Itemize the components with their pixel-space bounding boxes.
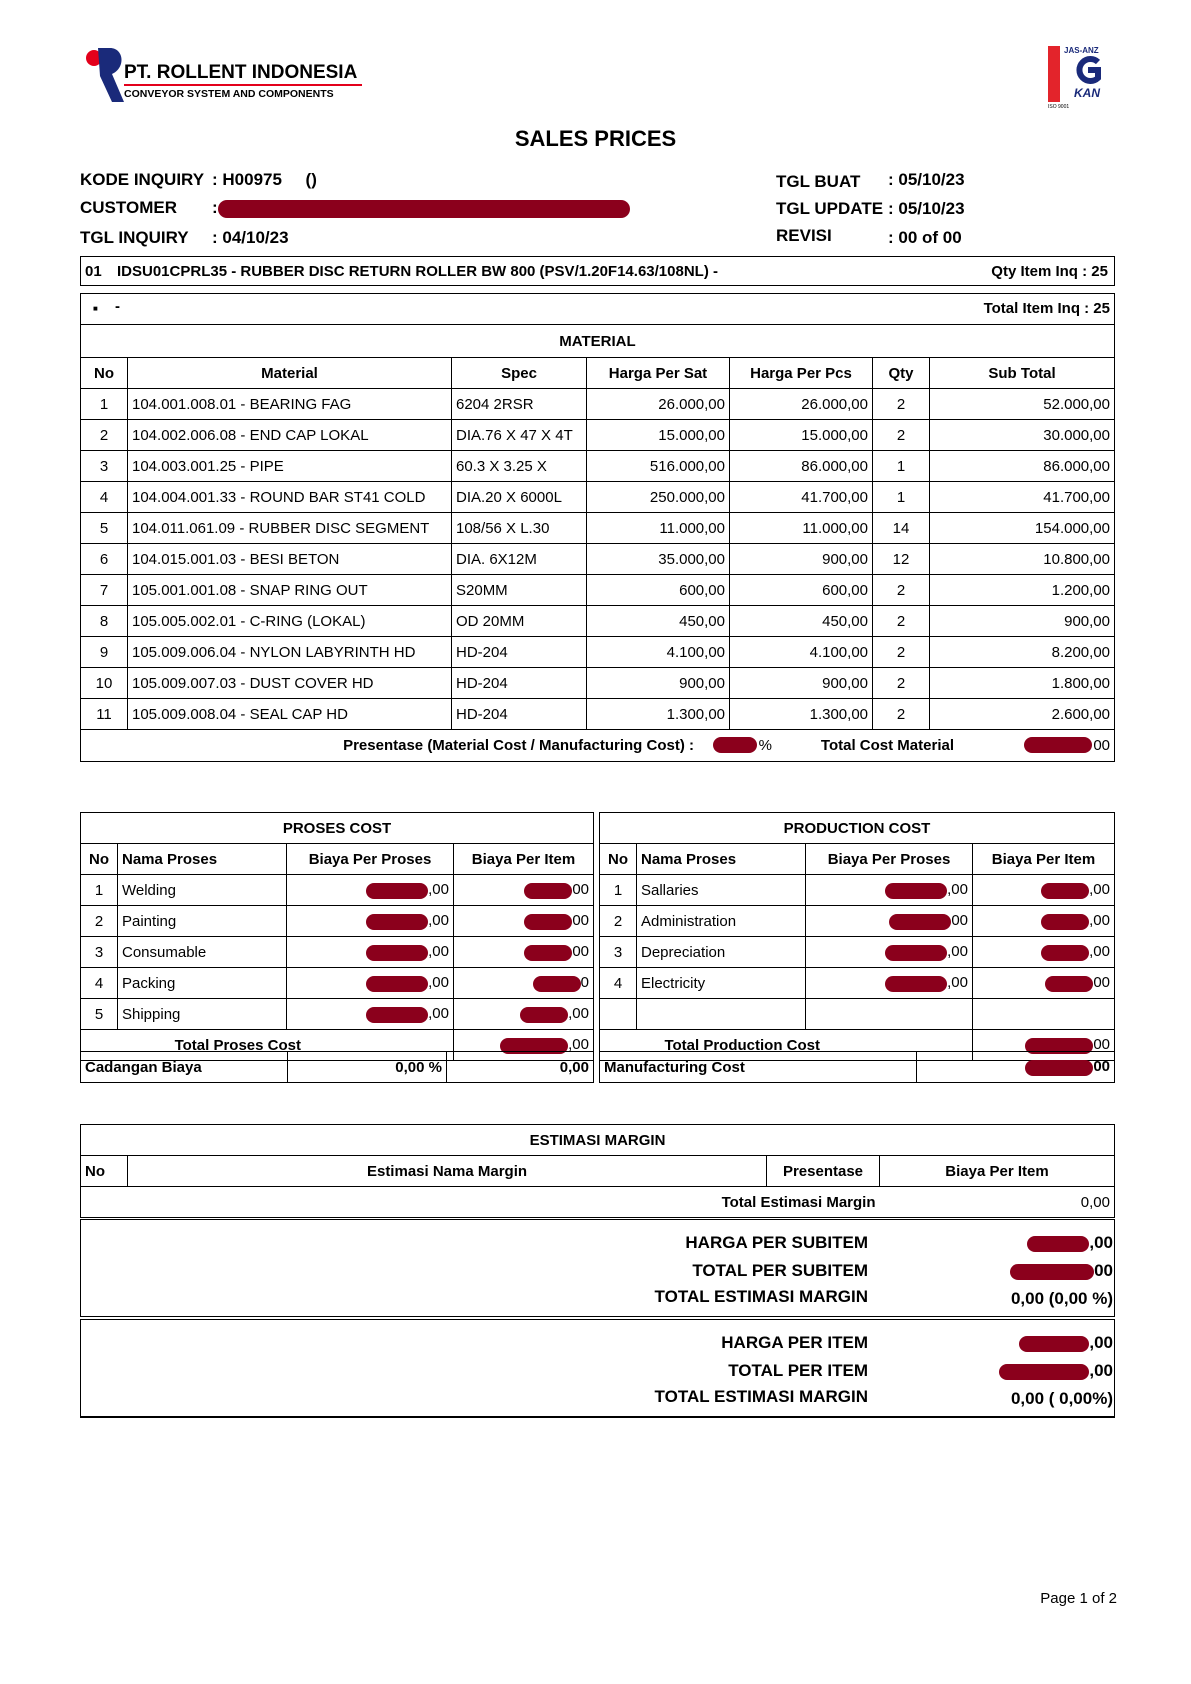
row-harga-per-sat: 516.000,00 <box>587 451 730 482</box>
row-qty: 14 <box>873 513 930 544</box>
material-title: MATERIAL <box>81 325 1115 358</box>
manufacturing-cost-value <box>916 1052 1114 1083</box>
material-row <box>81 513 1115 544</box>
customer-redaction <box>218 200 630 218</box>
row-no: 7 <box>81 575 128 606</box>
row-no: 2 <box>81 906 118 937</box>
qty-item-inq: Qty Item Inq : 25 <box>991 263 1108 280</box>
redaction <box>999 1364 1089 1380</box>
row-qty: 1 <box>873 451 930 482</box>
row-spec: HD-204 <box>452 668 587 699</box>
row-harga-per-pcs: 11.000,00 <box>730 513 873 544</box>
col-biaya-per-item: Biaya Per Item <box>880 1156 1115 1187</box>
estimasi-margin-title: ESTIMASI MARGIN <box>81 1125 1115 1156</box>
total-per-item-label: TOTAL PER ITEM <box>728 1361 868 1380</box>
col-no: No <box>81 358 128 389</box>
row-harga-per-pcs: 900,00 <box>730 544 873 575</box>
value-suffix: 00 <box>572 943 589 961</box>
proses-cost-table <box>80 812 594 1061</box>
row-nama-proses: Consumable <box>118 937 287 968</box>
row-no: 3 <box>81 451 128 482</box>
harga-per-item-value <box>1019 1333 1113 1353</box>
jas-anz-g-icon <box>1074 56 1104 84</box>
subitem-description: - <box>115 298 120 315</box>
production-row <box>600 875 1115 906</box>
col-spec: Spec <box>452 358 587 389</box>
row-spec: 60.3 X 3.25 X <box>452 451 587 482</box>
col-harga-per-sat: Harga Per Sat <box>587 358 730 389</box>
value-suffix: ,00 <box>947 881 968 899</box>
presentase-suffix: % <box>758 737 772 754</box>
material-row <box>81 544 1115 575</box>
cadangan-biaya-table <box>80 1051 594 1083</box>
row-no: 11 <box>81 699 128 730</box>
row-biaya-per-proses <box>287 968 454 999</box>
row-sub-total: 41.700,00 <box>930 482 1115 513</box>
harga-per-subitem-label: HARGA PER SUBITEM <box>685 1233 868 1252</box>
row-sub-total: 8.200,00 <box>930 637 1115 668</box>
row-no: 6 <box>81 544 128 575</box>
redaction <box>1019 1336 1089 1352</box>
redaction <box>533 976 581 992</box>
total-per-item-value <box>999 1361 1113 1381</box>
row-material: 104.003.001.25 - PIPE <box>128 451 452 482</box>
production-cost-table <box>599 812 1115 1061</box>
row-nama-proses: Sallaries <box>637 875 806 906</box>
value-suffix: ,00 <box>947 943 968 961</box>
row-harga-per-pcs: 450,00 <box>730 606 873 637</box>
value-suffix: ,00 <box>1089 943 1110 961</box>
value-suffix: 0 <box>580 974 589 992</box>
tgl-inquiry-label: TGL INQUIRY <box>80 228 189 247</box>
manufacturing-cost-label: Manufacturing Cost <box>600 1052 917 1083</box>
row-harga-per-sat: 15.000,00 <box>587 420 730 451</box>
proses-cost-title: PROSES COST <box>81 813 594 844</box>
row-harga-per-sat: 900,00 <box>587 668 730 699</box>
row-biaya-per-item <box>973 937 1115 968</box>
row-material: 105.001.001.08 - SNAP RING OUT <box>128 575 452 606</box>
item-header <box>80 256 1115 286</box>
row-sub-total: 900,00 <box>930 606 1115 637</box>
row-biaya-per-proses <box>806 906 973 937</box>
value-suffix: ,00 <box>1089 1233 1113 1252</box>
page-title: SALES PRICES <box>514 126 677 151</box>
col-biaya-per-item: Biaya Per Item <box>973 844 1115 875</box>
bullet-icon: ■ <box>93 304 98 313</box>
col-qty: Qty <box>873 358 930 389</box>
harga-per-subitem-value <box>1027 1233 1113 1253</box>
total-estimasi-margin-value: 0,00 <box>880 1187 1115 1218</box>
material-table <box>80 324 1115 762</box>
redaction <box>524 945 572 961</box>
row-biaya-per-item <box>454 999 594 1030</box>
value-suffix: ,00 <box>428 943 449 961</box>
row-material: 105.009.006.04 - NYLON LABYRINTH HD <box>128 637 452 668</box>
redaction <box>885 945 947 961</box>
total-estimasi-margin-subitem-label: TOTAL ESTIMASI MARGIN <box>654 1287 868 1306</box>
row-biaya-per-proses <box>287 937 454 968</box>
company-name: PT. ROLLENT INDONESIA <box>124 62 358 83</box>
row-spec: 6204 2RSR <box>452 389 587 420</box>
value-suffix: 00 <box>572 912 589 930</box>
presentase-label: Presentase (Material Cost / Manufacturing Cost) : <box>343 737 694 754</box>
total-production-cost-label: Total Production Cost <box>600 1030 973 1061</box>
row-nama-proses: Painting <box>118 906 287 937</box>
value-suffix: ,00 <box>1089 881 1110 899</box>
row-sub-total: 52.000,00 <box>930 389 1115 420</box>
row-no: 5 <box>81 513 128 544</box>
row-sub-total: 30.000,00 <box>930 420 1115 451</box>
row-no: 2 <box>81 420 128 451</box>
row-spec: DIA.76 X 47 X 4T <box>452 420 587 451</box>
row-harga-per-sat: 250.000,00 <box>587 482 730 513</box>
material-row <box>81 451 1115 482</box>
value-suffix: 00 <box>572 881 589 899</box>
item-number: 01 <box>85 263 102 280</box>
material-row <box>81 699 1115 730</box>
row-no: 1 <box>81 389 128 420</box>
material-footer <box>81 730 1115 762</box>
row-no: 5 <box>81 999 118 1030</box>
row-biaya-per-item <box>454 875 594 906</box>
row-spec: HD-204 <box>452 699 587 730</box>
row-no: 9 <box>81 637 128 668</box>
row-nama-proses: Administration <box>637 906 806 937</box>
redaction <box>885 976 947 992</box>
row-sub-total: 86.000,00 <box>930 451 1115 482</box>
row-no: 4 <box>81 482 128 513</box>
tgl-buat-value: : 05/10/23 <box>888 170 965 189</box>
row-biaya-per-item <box>973 875 1115 906</box>
value-suffix: 00 <box>1093 1036 1110 1054</box>
material-row <box>81 637 1115 668</box>
proses-row <box>81 999 594 1030</box>
estimasi-margin-table <box>80 1124 1115 1218</box>
total-estimasi-margin-item-value: 0,00 ( 0,00%) <box>1010 1389 1113 1408</box>
row-harga-per-sat: 450,00 <box>587 606 730 637</box>
page-number: Page 1 of 2 <box>1040 1590 1117 1607</box>
row-no: 4 <box>600 968 637 999</box>
row-harga-per-sat: 1.300,00 <box>587 699 730 730</box>
row-nama-proses: Electricity <box>637 968 806 999</box>
col-sub-total: Sub Total <box>930 358 1115 389</box>
production-cost-title: PRODUCTION COST <box>600 813 1115 844</box>
row-no: 2 <box>600 906 637 937</box>
cadangan-biaya-value: 0,00 <box>447 1052 594 1083</box>
row-material: 104.001.008.01 - BEARING FAG <box>128 389 452 420</box>
total-estimasi-margin-label: Total Estimasi Margin <box>81 1187 880 1218</box>
material-row <box>81 420 1115 451</box>
summary-subitem-box <box>80 1219 1115 1317</box>
tgl-inquiry-value: : 04/10/23 <box>212 228 289 247</box>
row-harga-per-pcs: 15.000,00 <box>730 420 873 451</box>
redaction <box>366 945 428 961</box>
row-biaya-per-item <box>454 968 594 999</box>
row-no: 1 <box>600 875 637 906</box>
value-suffix: ,00 <box>947 974 968 992</box>
col-nama-proses: Nama Proses <box>637 844 806 875</box>
row-spec: DIA. 6X12M <box>452 544 587 575</box>
row-spec: HD-204 <box>452 637 587 668</box>
row-nama-proses: Depreciation <box>637 937 806 968</box>
total-cost-material-suffix: 00 <box>1093 737 1110 754</box>
row-material: 104.015.001.03 - BESI BETON <box>128 544 452 575</box>
row-sub-total: 1.800,00 <box>930 668 1115 699</box>
row-no: 3 <box>81 937 118 968</box>
row-no: 10 <box>81 668 128 699</box>
redaction <box>1041 883 1089 899</box>
revisi-value: : 00 of 00 <box>888 228 962 247</box>
row-qty: 2 <box>873 420 930 451</box>
row-qty: 12 <box>873 544 930 575</box>
customer-label: CUSTOMER <box>80 198 177 217</box>
col-harga-per-pcs: Harga Per Pcs <box>730 358 873 389</box>
row-no: 4 <box>81 968 118 999</box>
company-tagline: CONVEYOR SYSTEM AND COMPONENTS <box>124 88 334 100</box>
item-description: IDSU01CPRL35 - RUBBER DISC RETURN ROLLER BW 800 (PSV/1.20F14.63/108NL) - <box>117 263 718 280</box>
value-suffix: ,00 <box>1089 1361 1113 1380</box>
material-row <box>81 606 1115 637</box>
row-harga-per-pcs: 1.300,00 <box>730 699 873 730</box>
logo-divider <box>124 84 362 86</box>
value-suffix: ,00 <box>1089 912 1110 930</box>
row-harga-per-pcs: 26.000,00 <box>730 389 873 420</box>
redaction <box>1027 1236 1089 1252</box>
col-biaya-per-proses: Biaya Per Proses <box>287 844 454 875</box>
material-row <box>81 668 1115 699</box>
row-biaya-per-proses <box>806 968 973 999</box>
jas-anz-label: JAS-ANZ <box>1064 46 1099 55</box>
row-sub-total: 10.800,00 <box>930 544 1115 575</box>
row-material: 105.009.007.03 - DUST COVER HD <box>128 668 452 699</box>
row-no: 8 <box>81 606 128 637</box>
total-cost-material-label: Total Cost Material <box>820 737 954 754</box>
total-estimasi-margin-item-label: TOTAL ESTIMASI MARGIN <box>654 1387 868 1406</box>
row-material: 105.005.002.01 - C-RING (LOKAL) <box>128 606 452 637</box>
redaction <box>366 976 428 992</box>
row-harga-per-sat: 4.100,00 <box>587 637 730 668</box>
presentase-redaction <box>713 737 757 753</box>
col-no: No <box>81 1156 128 1187</box>
redaction <box>889 914 951 930</box>
row-spec: OD 20MM <box>452 606 587 637</box>
row-sub-total: 2.600,00 <box>930 699 1115 730</box>
total-cost-material-redaction <box>1024 737 1092 753</box>
row-qty: 2 <box>873 668 930 699</box>
row-spec: 108/56 X L.30 <box>452 513 587 544</box>
row-biaya-per-proses <box>287 999 454 1030</box>
row-nama-proses: Shipping <box>118 999 287 1030</box>
row-biaya-per-item <box>454 906 594 937</box>
row-nama-proses: Packing <box>118 968 287 999</box>
row-harga-per-sat: 35.000,00 <box>587 544 730 575</box>
tgl-update-value: : 05/10/23 <box>888 199 965 218</box>
redaction <box>885 883 947 899</box>
cadangan-biaya-label: Cadangan Biaya <box>81 1052 288 1083</box>
production-row <box>600 968 1115 999</box>
row-biaya-per-proses <box>806 937 973 968</box>
row-sub-total: 1.200,00 <box>930 575 1115 606</box>
row-harga-per-pcs: 41.700,00 <box>730 482 873 513</box>
harga-per-item-label: HARGA PER ITEM <box>721 1333 868 1352</box>
redaction <box>1045 976 1093 992</box>
value-suffix: 00 <box>1093 1058 1110 1076</box>
redaction <box>524 883 572 899</box>
summary-item-box <box>80 1319 1115 1418</box>
row-material: 104.002.006.08 - END CAP LOKAL <box>128 420 452 451</box>
customer-value: : <box>212 198 218 217</box>
row-material: 104.011.061.09 - RUBBER DISC SEGMENT <box>128 513 452 544</box>
kode-inquiry-value: : H00975 () <box>212 170 317 189</box>
total-proses-cost-label: Total Proses Cost <box>81 1030 454 1061</box>
col-biaya-per-item: Biaya Per Item <box>454 844 594 875</box>
redaction <box>520 1007 568 1023</box>
kan-label: KAN <box>1074 86 1100 100</box>
total-per-subitem-label: TOTAL PER SUBITEM <box>692 1261 868 1280</box>
row-nama-proses: Welding <box>118 875 287 906</box>
iso-label: ISO 9001 <box>1048 104 1070 110</box>
row-qty: 2 <box>873 637 930 668</box>
material-row <box>81 482 1115 513</box>
tgl-buat-label: TGL BUAT <box>776 172 861 191</box>
row-spec: DIA.20 X 6000L <box>452 482 587 513</box>
row-qty: 1 <box>873 482 930 513</box>
row-biaya-per-proses <box>287 906 454 937</box>
row-no: 1 <box>81 875 118 906</box>
value-suffix: 00 <box>951 912 968 930</box>
row-spec: S20MM <box>452 575 587 606</box>
redaction <box>1041 945 1089 961</box>
value-suffix: ,00 <box>428 1005 449 1023</box>
col-biaya-per-proses: Biaya Per Proses <box>806 844 973 875</box>
total-estimasi-margin-subitem-value: 0,00 (0,00 %) <box>1010 1289 1113 1308</box>
redaction <box>366 883 428 899</box>
proses-row <box>81 937 594 968</box>
row-harga-per-pcs: 600,00 <box>730 575 873 606</box>
proses-row <box>81 906 594 937</box>
row-sub-total: 154.000,00 <box>930 513 1115 544</box>
empty-row <box>600 999 1115 1030</box>
value-suffix: ,00 <box>428 912 449 930</box>
certification-badge <box>1048 46 1118 114</box>
row-harga-per-pcs: 900,00 <box>730 668 873 699</box>
row-qty: 2 <box>873 606 930 637</box>
col-presentase: Presentase <box>767 1156 880 1187</box>
rollent-logo-icon <box>84 46 128 104</box>
row-biaya-per-item <box>973 906 1115 937</box>
row-harga-per-sat: 600,00 <box>587 575 730 606</box>
row-biaya-per-proses <box>806 875 973 906</box>
redaction <box>1025 1060 1093 1076</box>
redaction <box>366 914 428 930</box>
value-suffix: 00 <box>1094 1261 1113 1280</box>
value-suffix: 00 <box>1093 974 1110 992</box>
row-material: 105.009.008.04 - SEAL CAP HD <box>128 699 452 730</box>
row-no: 3 <box>600 937 637 968</box>
tgl-update-label: TGL UPDATE <box>776 199 884 218</box>
row-biaya-per-item <box>454 937 594 968</box>
company-logo <box>84 46 364 106</box>
value-suffix: ,00 <box>428 974 449 992</box>
col-estimasi-nama-margin: Estimasi Nama Margin <box>128 1156 767 1187</box>
revisi-label: REVISI <box>776 226 832 245</box>
row-biaya-per-item <box>973 968 1115 999</box>
production-row <box>600 906 1115 937</box>
kode-inquiry-label: KODE INQUIRY <box>80 170 205 189</box>
row-qty: 2 <box>873 389 930 420</box>
row-qty: 2 <box>873 575 930 606</box>
row-harga-per-pcs: 86.000,00 <box>730 451 873 482</box>
col-material: Material <box>128 358 452 389</box>
row-harga-per-pcs: 4.100,00 <box>730 637 873 668</box>
value-suffix: ,00 <box>568 1036 589 1054</box>
row-biaya-per-proses <box>287 875 454 906</box>
total-per-subitem-value <box>1010 1261 1113 1281</box>
col-no: No <box>600 844 637 875</box>
certified-system-strip <box>1048 46 1060 102</box>
col-nama-proses: Nama Proses <box>118 844 287 875</box>
value-suffix: ,00 <box>1089 1333 1113 1352</box>
redaction <box>1041 914 1089 930</box>
value-suffix: ,00 <box>428 881 449 899</box>
redaction <box>524 914 572 930</box>
row-harga-per-sat: 26.000,00 <box>587 389 730 420</box>
total-item-inq: Total Item Inq : 25 <box>983 300 1110 317</box>
material-row <box>81 575 1115 606</box>
value-suffix: ,00 <box>568 1005 589 1023</box>
redaction <box>1010 1264 1094 1280</box>
row-qty: 2 <box>873 699 930 730</box>
col-no: No <box>81 844 118 875</box>
manufacturing-cost-table <box>599 1051 1115 1083</box>
material-row <box>81 389 1115 420</box>
row-harga-per-sat: 11.000,00 <box>587 513 730 544</box>
row-material: 104.004.001.33 - ROUND BAR ST41 COLD <box>128 482 452 513</box>
subitem-header <box>80 293 1115 324</box>
proses-row <box>81 968 594 999</box>
production-row <box>600 937 1115 968</box>
proses-row <box>81 875 594 906</box>
redaction <box>366 1007 428 1023</box>
cadangan-biaya-pct: 0,00 % <box>288 1052 447 1083</box>
